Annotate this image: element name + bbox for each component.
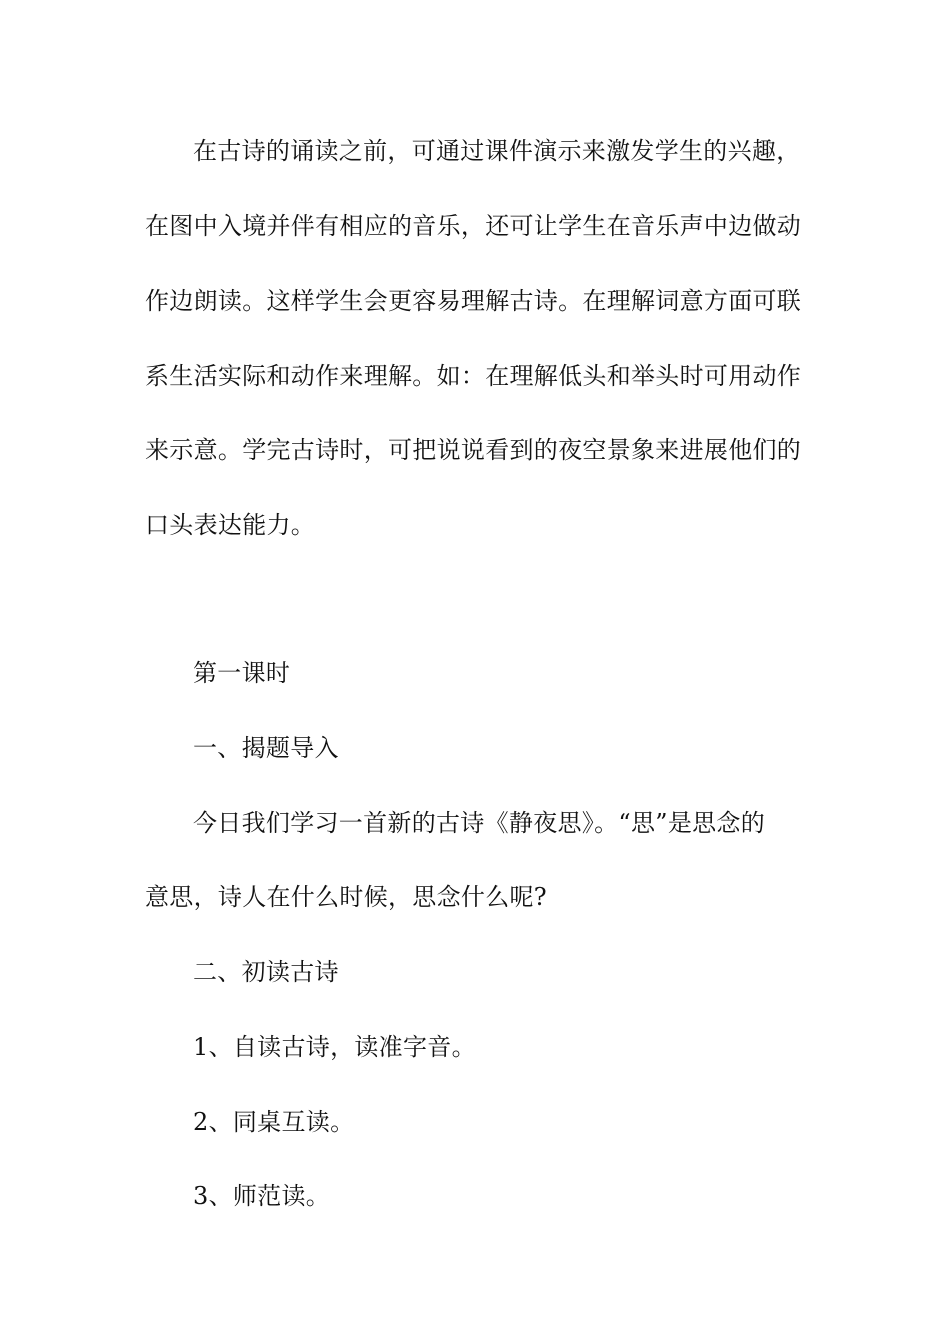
intro-line-1: 在古诗的诵读之前，可通过课件演示来激发学生的兴趣， <box>193 137 801 165</box>
intro-line-2: 在图中入境并伴有相应的音乐，还可让学生在音乐声中边做动 <box>145 212 802 240</box>
step-3: 3、师范读。 <box>193 1182 331 1210</box>
intro-line-3: 作边朗读。这样学生会更容易理解古诗。在理解词意方面可联 <box>145 287 802 315</box>
section-1-line-2: 意思，诗人在什么时候，思念什么呢? <box>145 883 547 911</box>
intro-line-4: 系生活实际和动作来理解。如：在理解低头和举头时可用动作 <box>145 362 802 390</box>
section-1-heading: 一、揭题导入 <box>193 734 339 762</box>
lesson-title: 第一课时 <box>193 659 291 687</box>
intro-line-5: 来示意。学完古诗时，可把说说看到的夜空景象来进展他们的 <box>145 436 802 464</box>
intro-line-6: 口头表达能力。 <box>145 511 316 539</box>
step-2: 2、同桌互读。 <box>193 1108 355 1136</box>
section-2-heading: 二、初读古诗 <box>193 958 339 986</box>
step-1: 1、自读古诗，读准字音。 <box>193 1033 476 1061</box>
section-1-line-1: 今日我们学习一首新的古诗《静夜思》。“思”是思念的 <box>193 809 766 837</box>
